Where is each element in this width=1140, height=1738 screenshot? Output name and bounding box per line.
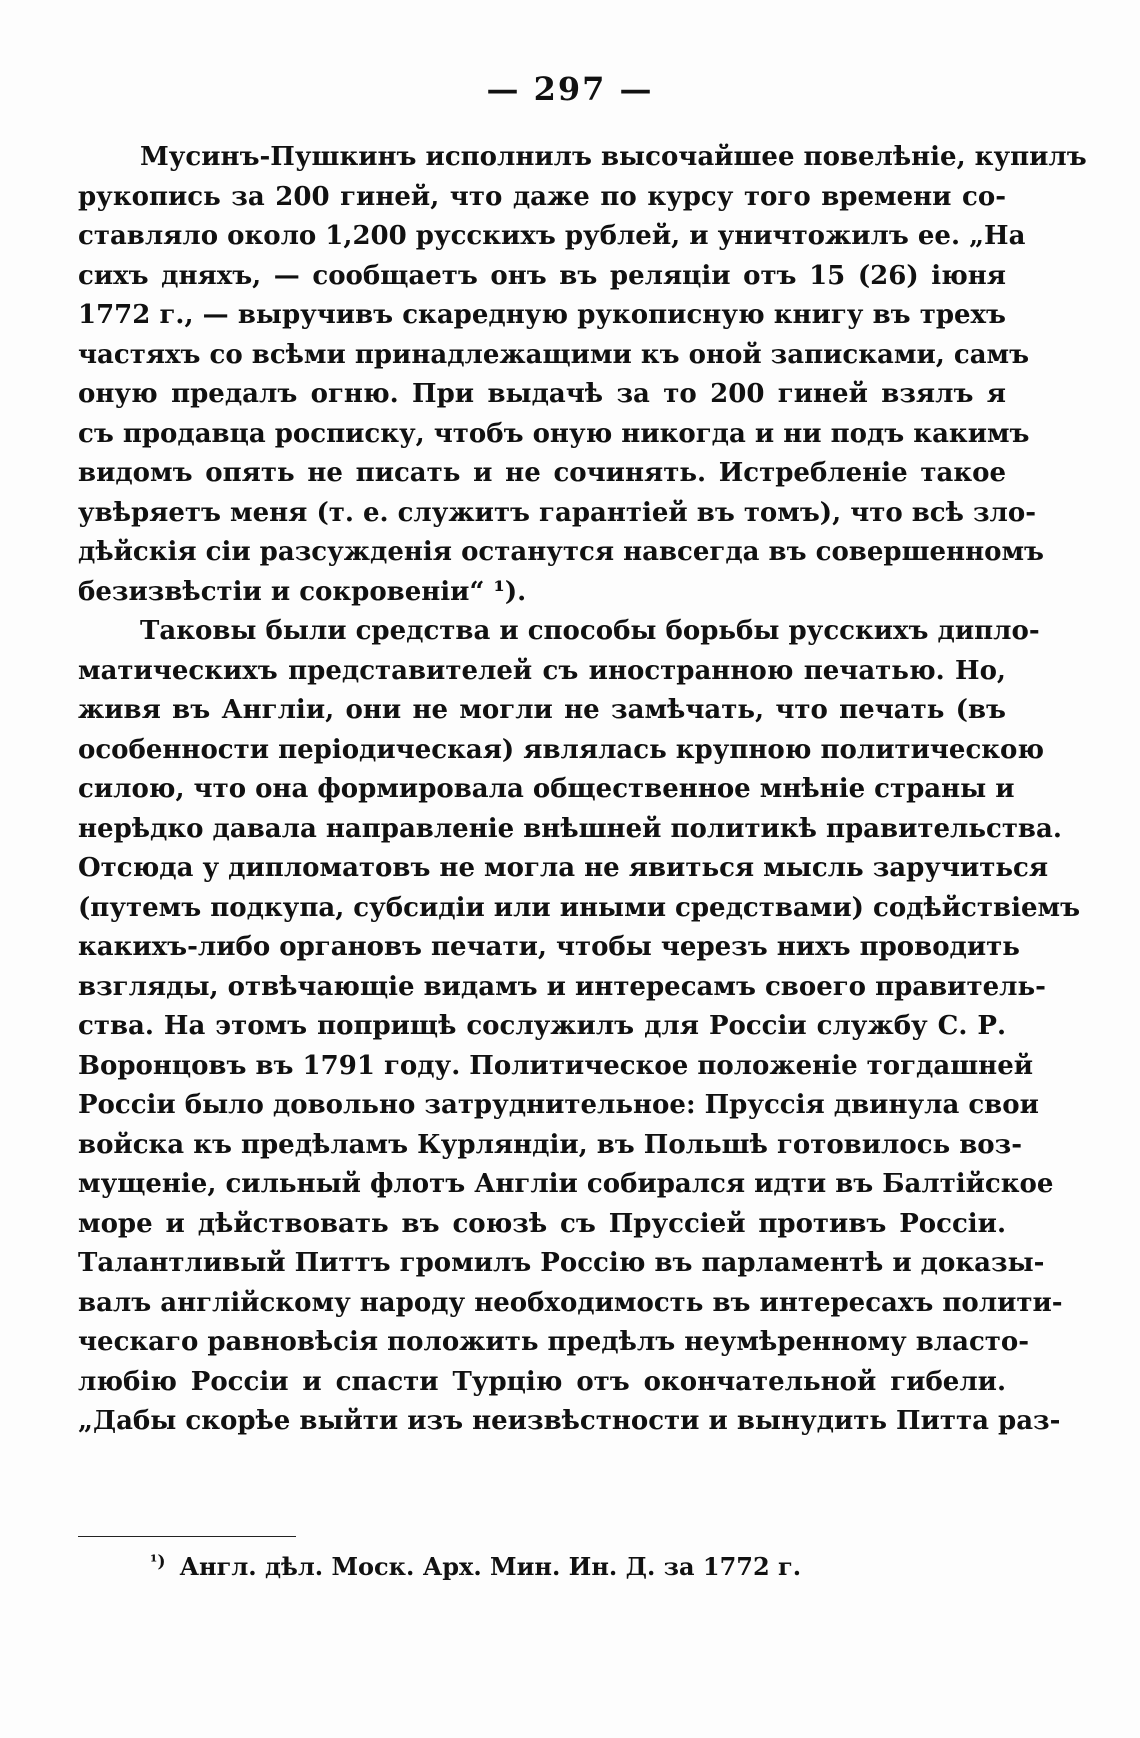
text-line: 1772 г., — выручивъ скаредную рукописную книгу въ трехъ xyxy=(78,300,1006,330)
text-line: нерѣдко давала направленіе внѣшней политикѣ правительства. xyxy=(78,813,1062,844)
text-line: (путемъ подкупа, субсидіи или иными средствами) содѣйствіемъ xyxy=(78,892,1081,923)
text-line: силою, что она формировала общественное мнѣніе страны и xyxy=(78,774,1015,804)
text-line: видомъ опять не писать и не сочинять. Истребленіе такое xyxy=(78,458,1006,488)
text-line: какихъ-либо органовъ печати, чтобы черезъ нихъ проводить xyxy=(78,932,1020,962)
text-line: войска къ предѣламъ Курляндіи, въ Польшѣ готовилось воз- xyxy=(78,1129,1023,1160)
text-line: валъ англійскому народу необходимость въ интересахъ полити- xyxy=(78,1287,1063,1318)
text-line: ставляло около 1,200 русскихъ рублей, и уничтожилъ ее. „На xyxy=(78,221,1026,251)
footnote xyxy=(150,1552,801,1581)
footnote-text: Англ. дѣл. Моск. Арх. Мин. Ин. Д. за 1772 г. xyxy=(179,1552,802,1581)
text-line: Мусинъ-Пушкинъ исполнилъ высочайшее повелѣніе, купилъ xyxy=(140,142,1087,172)
text-line: взгляды, отвѣчающіе видамъ и интересамъ своего правитель- xyxy=(78,971,1046,1002)
text-line: частяхъ со всѣми принадлежащими къ оной записками, самъ xyxy=(78,339,1030,370)
text-line: оную предалъ огню. При выдачѣ за то 200 гиней взялъ я xyxy=(78,379,1006,409)
text-line: любію Россіи и спасти Турцію отъ окончательной гибели. xyxy=(78,1366,1006,1397)
text-line: сихъ дняхъ, — сообщаетъ онъ въ реляціи отъ 15 (26) іюня xyxy=(78,260,1006,291)
text-line: мущеніе, сильный флотъ Англіи собирался идти въ Балтійское xyxy=(78,1169,1054,1199)
text-line: Отсюда у дипломатовъ не могла не явиться мысль заручиться xyxy=(78,853,1049,883)
text-line: рукопись за 200 гиней, что даже по курсу того времени со- xyxy=(78,181,1006,212)
body-text xyxy=(78,138,1087,1442)
text-line: живя въ Англіи, они не могли не замѣчать, что печать (въ xyxy=(78,695,1006,725)
text-line: Таковы были средства и способы борьбы русскихъ дипло- xyxy=(140,616,1040,646)
paragraph-1 xyxy=(78,138,1087,612)
text-line: Воронцовъ въ 1791 году. Политическое положеніе тогдашней xyxy=(78,1050,1034,1081)
page-number: — 297 — xyxy=(486,70,654,108)
footnote-mark: ¹) xyxy=(150,1552,166,1572)
text-line: море и дѣйствовать въ союзѣ съ Пруссіей противъ Россіи. xyxy=(78,1208,1006,1239)
paragraph-2 xyxy=(78,612,1081,1442)
text-line: ства. На этомъ поприщѣ сослужилъ для Россіи службу С. Р. xyxy=(78,1011,1006,1041)
footnote-divider xyxy=(78,1536,296,1537)
text-line: Россіи было довольно затруднительное: Пруссія двинула свои xyxy=(78,1090,1039,1120)
text-line: особенности періодическая) являлась крупною политическою xyxy=(78,734,1045,765)
text-line: дѣйскія сіи разсужденія останутся навсегда въ совершенномъ xyxy=(78,537,1044,567)
text-line: ческаго равновѣсія положить предѣлъ неумѣренному власто- xyxy=(78,1327,1030,1357)
text-line: „Дабы скорѣе выйти изъ неизвѣстности и вынудить Питта раз- xyxy=(78,1406,1061,1436)
text-line: съ продавца росписку, чтобъ оную никогда и ни подъ какимъ xyxy=(78,418,1030,449)
text-line: безизвѣстіи и сокровеніи“ ¹). xyxy=(78,576,527,607)
text-line: матическихъ представителей съ иностранною печатью. Но, xyxy=(78,655,1006,686)
text-line: увѣряетъ меня (т. е. служитъ гарантіей въ томъ), что всѣ зло- xyxy=(78,497,1037,528)
text-line: Талантливый Питтъ громилъ Россію въ парламентѣ и доказы- xyxy=(78,1248,1045,1278)
